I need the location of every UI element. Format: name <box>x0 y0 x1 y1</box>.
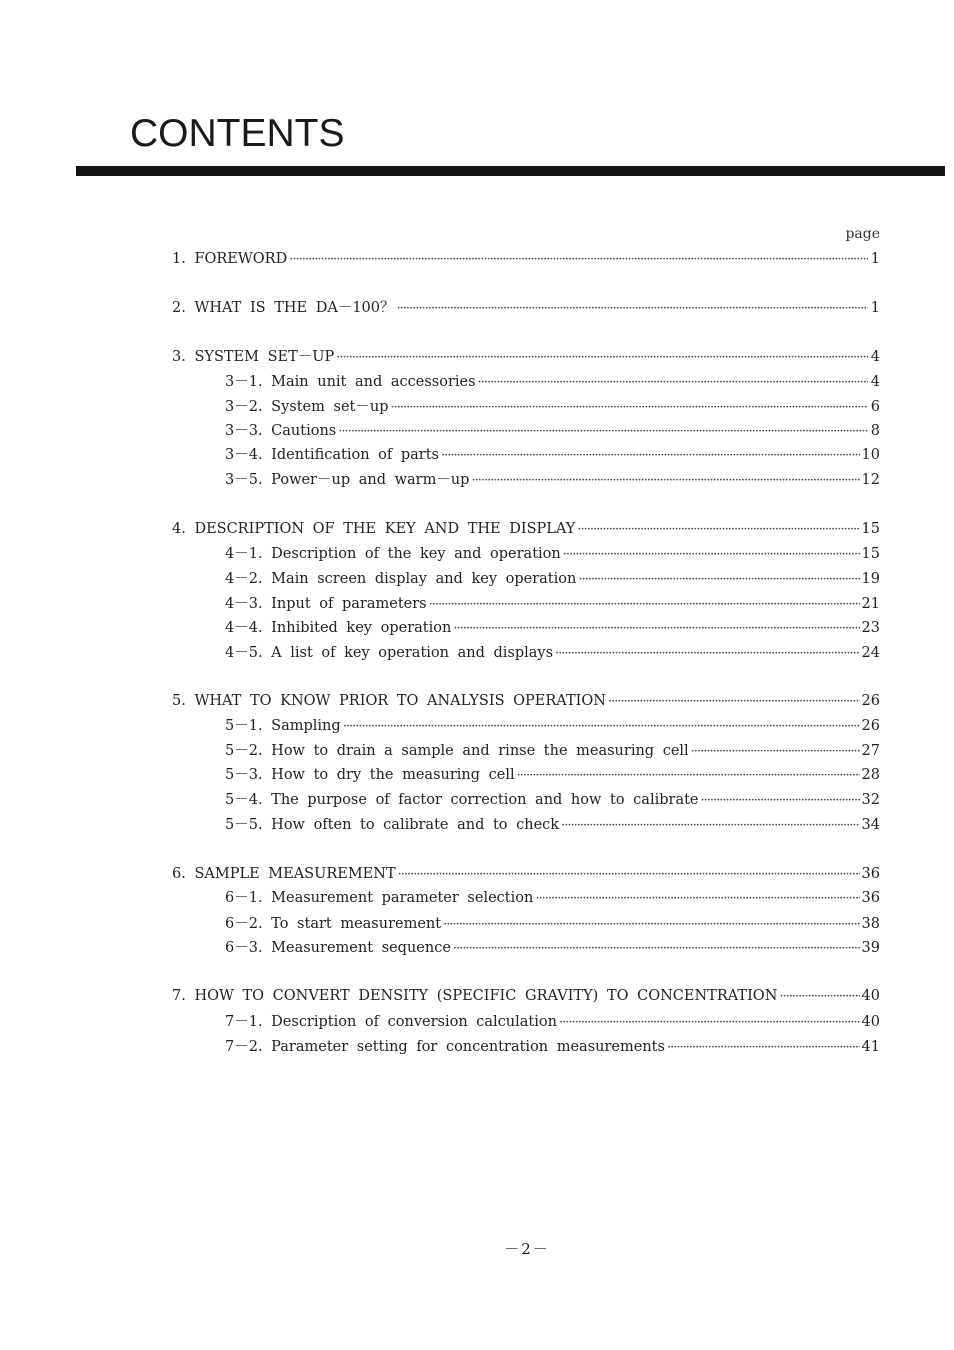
toc-entry-page: 26 <box>861 718 880 734</box>
toc-entry-page: 12 <box>861 472 880 488</box>
toc-dot-leader <box>398 864 860 886</box>
toc-entry-page: 36 <box>861 866 880 882</box>
toc-subsection <box>225 814 880 836</box>
toc-entry-page: 39 <box>861 940 880 956</box>
toc-dot-leader <box>779 986 859 1008</box>
toc-dot-leader <box>336 347 868 369</box>
toc-entry-page: 26 <box>861 693 880 709</box>
toc-entry-page: 4 <box>870 374 880 390</box>
toc-subsection <box>225 396 880 418</box>
toc-entry-page: 40 <box>861 1014 880 1030</box>
toc-subsection <box>225 593 880 615</box>
toc-subsection <box>225 764 880 786</box>
toc-dot-leader <box>559 1012 860 1034</box>
toc-entry-label: 4. DESCRIPTION OF THE KEY AND THE DISPLAY <box>172 521 576 537</box>
toc-subsection <box>225 642 880 664</box>
toc-dot-leader <box>535 888 859 910</box>
toc-entry-label: 4－4. Inhibited key operation <box>225 620 452 636</box>
toc-dot-leader <box>453 938 860 960</box>
page-title: CONTENTS <box>130 112 345 155</box>
toc-subsection <box>225 1011 880 1033</box>
toc-dot-leader <box>429 594 860 616</box>
toc-dot-leader <box>701 790 860 812</box>
toc-entry-label: 6－3. Measurement sequence <box>225 940 451 956</box>
toc-entry-page: 23 <box>861 620 880 636</box>
toc-dot-leader <box>577 519 859 541</box>
toc-entry-label: 6－2. To start measurement <box>225 916 442 932</box>
toc-dot-leader <box>563 544 860 566</box>
toc-entry-label: 3－1. Main unit and accessories <box>225 374 476 390</box>
toc-entry-page: 6 <box>870 399 880 415</box>
toc-entry-label: 7－1. Description of conversion calculation <box>225 1014 557 1030</box>
toc-entry-page: 8 <box>870 423 880 439</box>
toc-subsection <box>225 568 880 590</box>
toc-section <box>172 518 880 540</box>
toc-entry-label: 5－2. How to drain a sample and rinse the measuring cell <box>225 743 689 759</box>
toc-entry-label: 6. SAMPLE MEASUREMENT <box>172 866 396 882</box>
toc-entry-label: 5－3. How to dry the measuring cell <box>225 767 515 783</box>
toc-entry-label: 1. FOREWORD <box>172 251 288 267</box>
toc-entry-label: 5. WHAT TO KNOW PRIOR TO ANALYSIS OPERATION <box>172 693 606 709</box>
toc-entry-label: 5－5. How often to calibrate and to check <box>225 817 560 833</box>
toc-dot-leader <box>343 716 860 738</box>
toc-entry-label: 7－2. Parameter setting for concentration measurements <box>225 1039 665 1055</box>
toc-dot-leader <box>390 397 868 419</box>
toc-entry-page: 10 <box>861 447 880 463</box>
toc-dot-leader <box>441 445 860 467</box>
toc-entry-page: 24 <box>861 645 880 661</box>
toc-entry-label: 4－2. Main screen display and key operation <box>225 571 577 587</box>
toc-section <box>172 985 880 1007</box>
toc-subsection <box>225 371 880 393</box>
toc-entry-page: 21 <box>861 596 880 612</box>
toc-entry-label: 6－1. Measurement parameter selection <box>225 890 534 906</box>
toc-entry-page: 19 <box>861 571 880 587</box>
toc-entry-label: 5－1. Sampling <box>225 718 341 734</box>
toc-entry-page: 40 <box>861 988 880 1004</box>
page-column-label: page <box>845 226 880 242</box>
toc-section <box>172 248 880 270</box>
toc-entry-page: 32 <box>861 792 880 808</box>
toc-subsection <box>225 420 880 442</box>
title-rule <box>76 166 945 176</box>
toc-entry-label: 7. HOW TO CONVERT DENSITY (SPECIFIC GRAVITY) TO CONCENTRATION <box>172 988 778 1004</box>
toc-entry-label: 2. WHAT IS THE DA－100？ <box>172 300 395 316</box>
footer-page-number: －2－ <box>504 1240 550 1258</box>
toc-dot-leader <box>289 249 868 271</box>
toc-dot-leader <box>691 741 860 763</box>
toc-entry-page: 15 <box>861 521 880 537</box>
toc-dot-leader <box>453 618 859 640</box>
toc-entry-page: 1 <box>870 251 880 267</box>
toc-subsection <box>225 789 880 811</box>
toc-subsection <box>225 887 880 909</box>
toc-entry-page: 34 <box>861 817 880 833</box>
toc-dot-leader <box>667 1037 860 1059</box>
toc-section <box>172 863 880 885</box>
toc-entry-page: 41 <box>861 1039 880 1055</box>
toc-dot-leader <box>578 569 859 591</box>
toc-dot-leader <box>561 815 859 837</box>
toc-subsection <box>225 913 880 935</box>
toc-subsection <box>225 740 880 762</box>
toc-entry-label: 4－5. A list of key operation and displays <box>225 645 554 661</box>
toc-entry-label: 5－4. The purpose of factor correction and how to calibrate <box>225 792 699 808</box>
toc-section <box>172 297 880 319</box>
toc-entry-label: 3－3. Cautions <box>225 423 337 439</box>
toc-dot-leader <box>478 372 868 394</box>
toc-dot-leader <box>443 914 859 936</box>
toc-entry-label: 3. SYSTEM SET－UP <box>172 349 335 365</box>
toc-dot-leader <box>608 691 860 713</box>
toc-entry-label: 3－4. Identification of parts <box>225 447 439 463</box>
toc-subsection <box>225 715 880 737</box>
toc-entry-page: 27 <box>861 743 880 759</box>
toc-entry-label: 3－2. System set－up <box>225 399 389 415</box>
toc-entry-label: 3－5. Power－up and warm－up <box>225 472 470 488</box>
toc-subsection <box>225 543 880 565</box>
toc-dot-leader <box>338 421 868 443</box>
toc-dot-leader <box>397 298 868 320</box>
toc-subsection <box>225 617 880 639</box>
toc-entry-page: 36 <box>861 890 880 906</box>
toc-dot-leader <box>471 470 859 492</box>
toc-subsection <box>225 1036 880 1058</box>
toc-subsection <box>225 444 880 466</box>
toc-subsection <box>225 469 880 491</box>
toc-section <box>172 690 880 712</box>
toc-entry-label: 4－3. Input of parameters <box>225 596 427 612</box>
toc-section <box>172 346 880 368</box>
toc-entry-label: 4－1. Description of the key and operation <box>225 546 561 562</box>
toc-entry-page: 15 <box>861 546 880 562</box>
toc-dot-leader <box>555 643 860 665</box>
toc-entry-page: 4 <box>870 349 880 365</box>
toc-entry-page: 38 <box>861 916 880 932</box>
toc-subsection <box>225 937 880 959</box>
toc-entry-page: 28 <box>861 767 880 783</box>
toc-entry-page: 1 <box>870 300 880 316</box>
toc-dot-leader <box>517 765 860 787</box>
